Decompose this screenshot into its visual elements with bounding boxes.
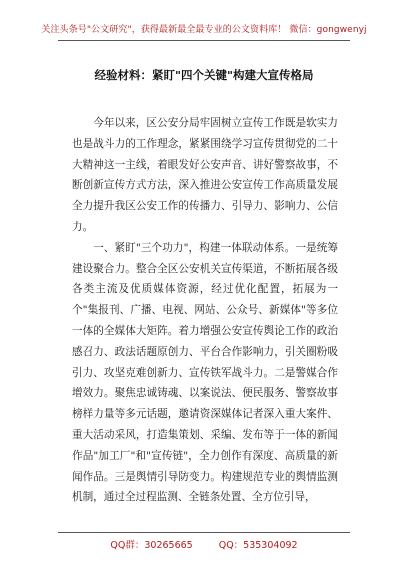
header-note: 关注头条号"公文研究"，获得最新最全最专业的公文资料库！ 微信：gongwenyj (41, 25, 367, 35)
footer-qq-number: QQ：535304092 (218, 540, 298, 551)
document-body (72, 113, 338, 508)
paragraph-section-one: 一、紧盯"三个功力"，构建一体联动体系。一是统筹建设聚合力。整合全区公安机关宣传渠道，不断拓展各级各类主流及优质媒体资源，经过优化配置，拓展为一个"集报刊、广播、电视、网站、公众号、新媒体"等多位一体的全媒体大矩阵。着力增强公安宣传舆论工作的政治感召力、政法话题原创力、平台合作影响力，引关圈粉吸引力、攻坚克难创新力、宣传铁军战斗力。二是警媒合作增效力。聚焦忠诚铸魂、以案说法、便民服务、警察故事榜样力量等多元话题，邀请资深媒体记者深入重大案件、重大活动采风，打造集策划、采编、发布等于一体的新闻作品"加工厂"和"宣传链"，全力创作有深度、高质量的新闻作品。三是舆情引导防变力。构建规范专业的舆情监测机制，通过全过程监测、全链条处置、全方位引导， (72, 241, 338, 504)
paragraph-intro: 今年以来，区公安分局牢固树立宣传工作既是软实力也是战斗力的工作理念，紧紧围绕学习宣传贯彻党的二十大精神这一主线，着眼发好公安声音、讲好警察故事，不断创新宣传方式方法，深入推进公安宣传工作高质量发展全力提升我区公安工作的传播力、引导力、影响力、公信力。 (72, 117, 338, 233)
document-title: 经验材料：紧盯"四个关键"构建大宣传格局 (94, 68, 314, 82)
header-divider (58, 40, 350, 41)
footer-qq-group: QQ群：30265665 (110, 540, 193, 551)
footer-divider (58, 532, 350, 533)
footer-contact (0, 537, 408, 551)
